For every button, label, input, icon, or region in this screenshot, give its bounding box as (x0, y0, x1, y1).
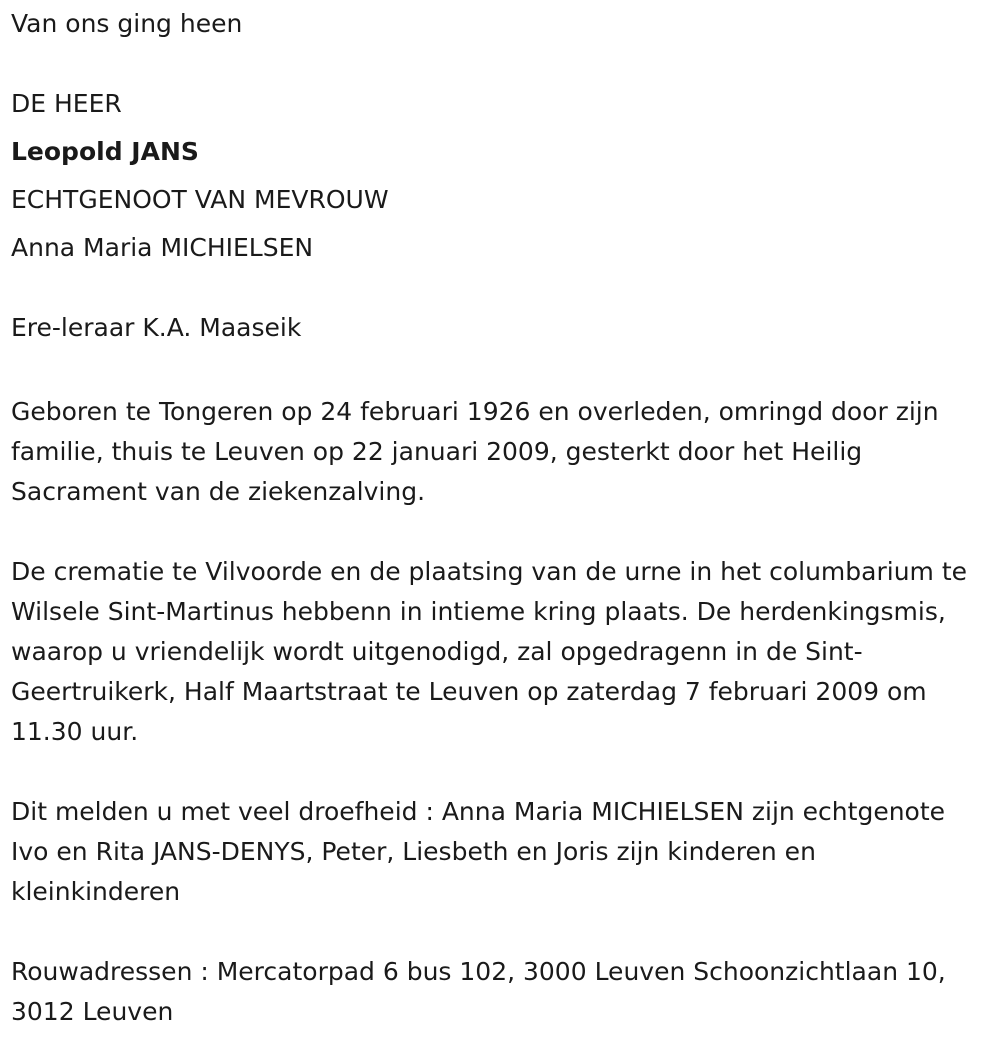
spacer (11, 912, 991, 952)
occupation-text: Ere-leraar K.A. Maaseik (11, 313, 302, 342)
ceremony-paragraph: De crematie te Vilvoorde en de plaatsing van de urne in het columbarium te Wilsele Sint-Martinus hebbenn in intieme kring plaats. De herdenkingsmis, waarop u vriendelijk wordt uitgenodigd, zal opgedragenn in de Sint-Geertruikerk, Half Maartstraat te Leuven op zaterdag 7 februari 2009 om 11.30 uur. (11, 557, 968, 746)
spacer (11, 512, 991, 552)
obituary-notice (11, 0, 991, 1032)
announcement-paragraph: Dit melden u met veel droefheid : Anna Maria MICHIELSEN zijn echtgenote Ivo en Rita JANS-DENYS, Peter, Liesbeth en Joris zijn kinderen en kleinkinderen (11, 797, 946, 906)
intro-text: Van ons ging heen (11, 9, 243, 38)
spacer (11, 752, 991, 792)
honorific-title: DE HEER (11, 89, 122, 118)
deceased-name: Leopold JANS (11, 137, 199, 166)
spouse-label: ECHTGENOOT VAN MEVROUW (11, 185, 389, 214)
addresses-paragraph: Rouwadressen : Mercatorpad 6 bus 102, 3000 Leuven Schoonzichtlaan 10, 3012 Leuven (11, 957, 946, 1026)
spacer (11, 272, 991, 304)
spacer (11, 48, 991, 80)
birth-death-paragraph: Geboren te Tongeren op 24 februari 1926 en overleden, omringd door zijn familie, thuis te Leuven op 22 januari 2009, gesterkt door het Heilig Sacrament van de ziekenzalving. (11, 397, 939, 506)
spacer (11, 352, 991, 392)
spouse-name: Anna Maria MICHIELSEN (11, 233, 314, 262)
